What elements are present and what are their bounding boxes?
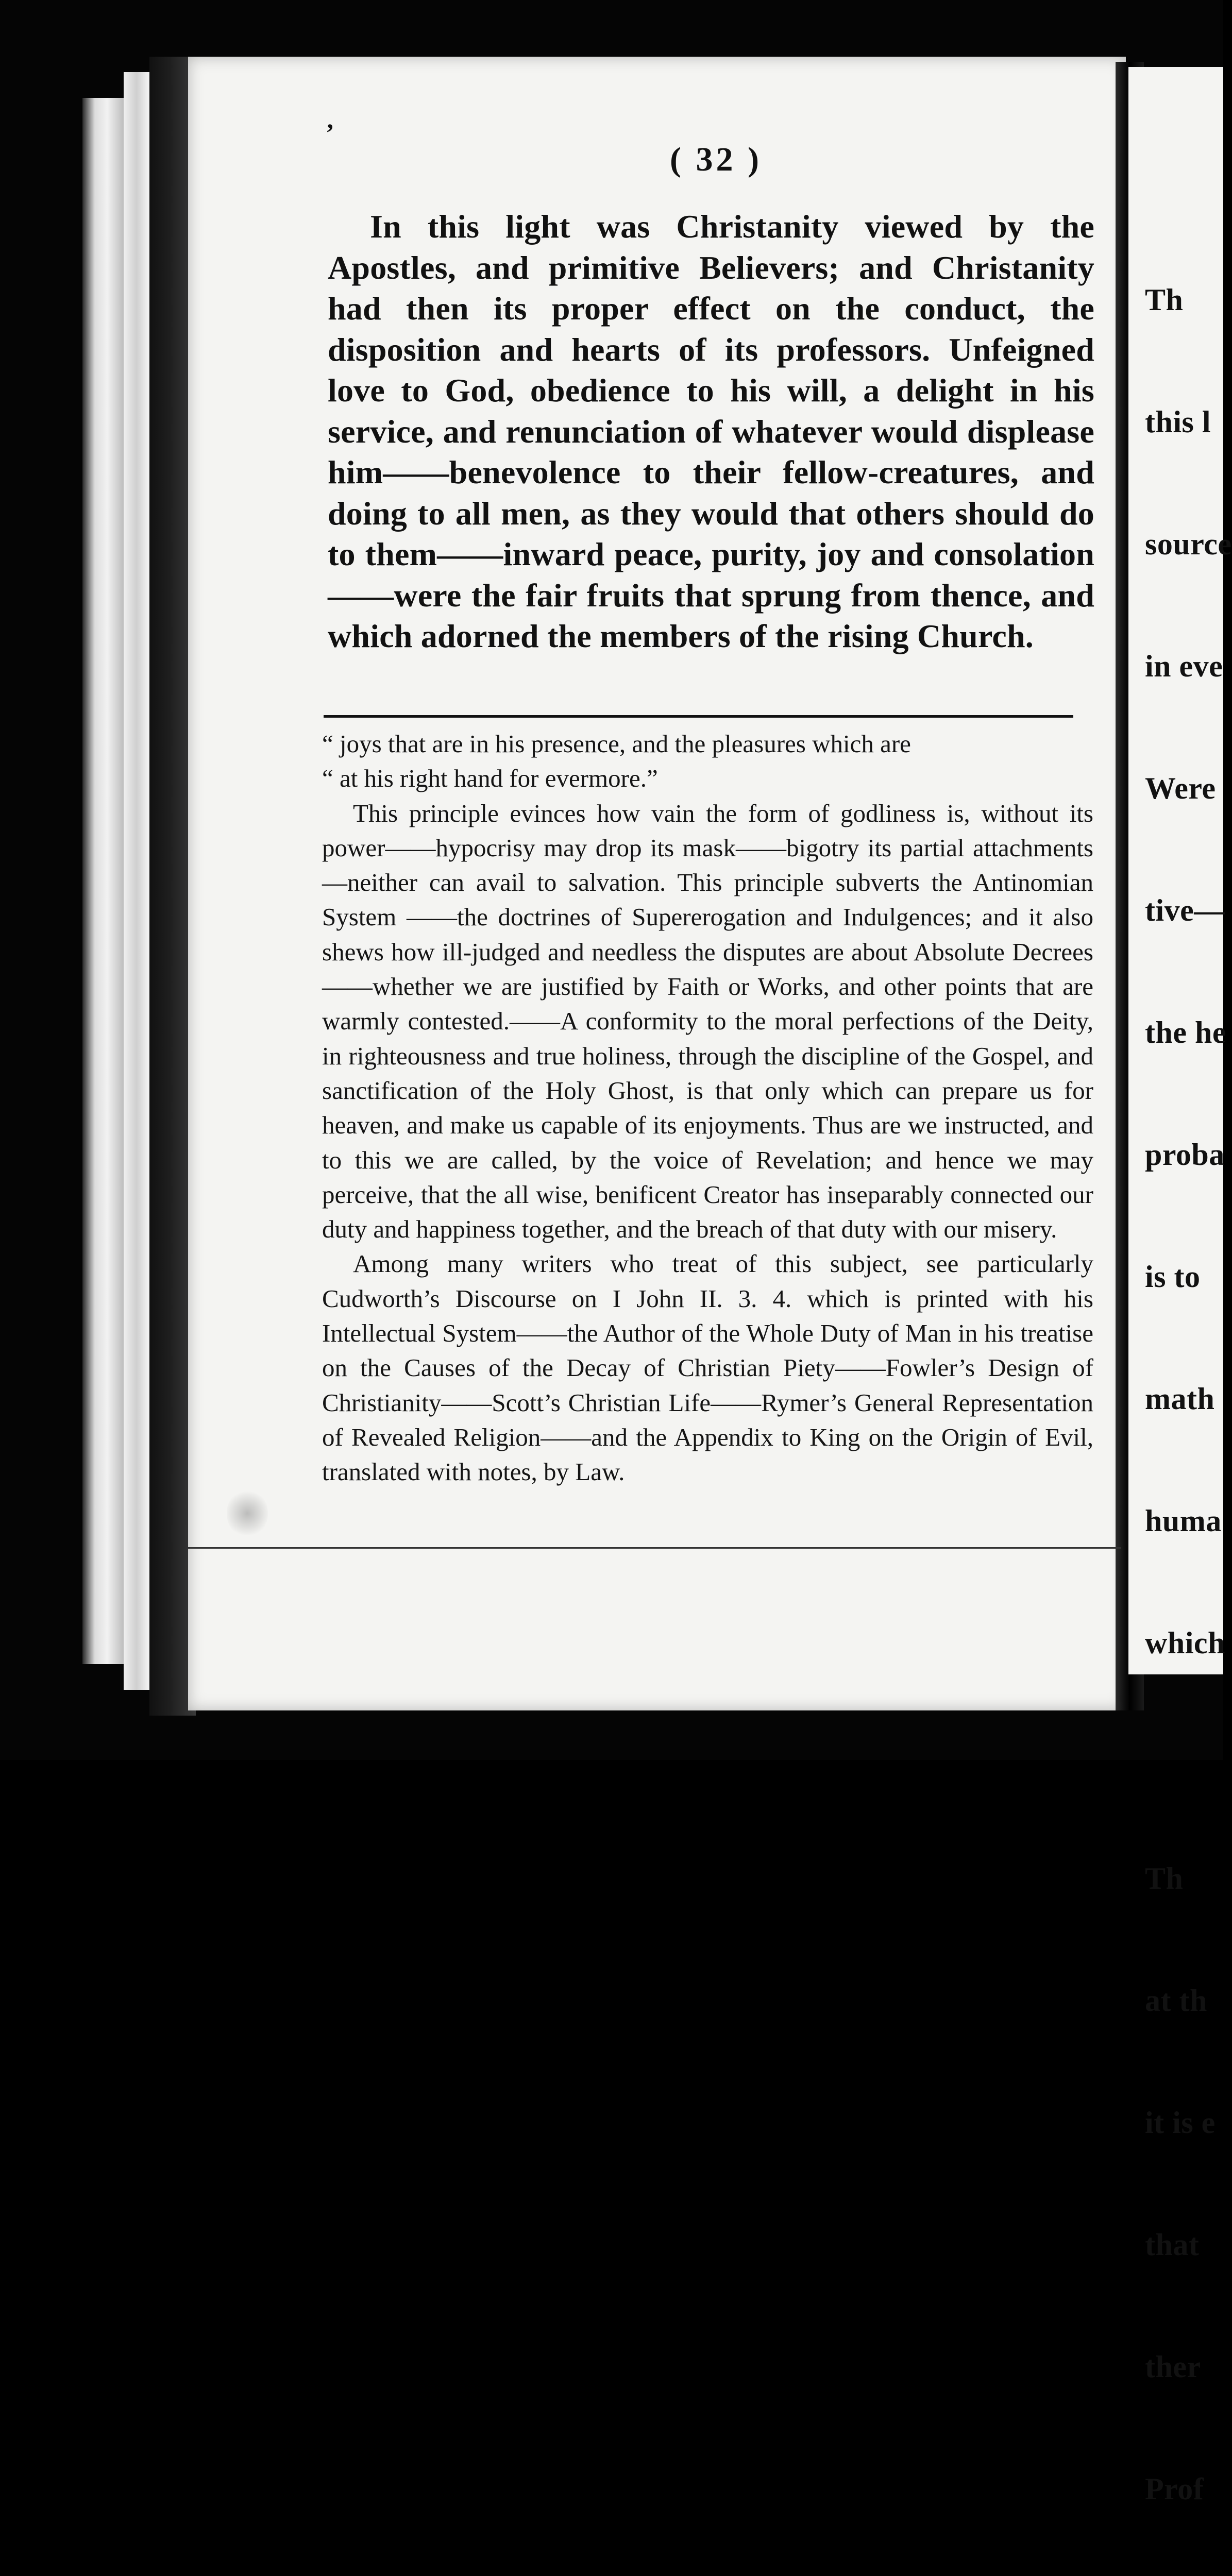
adjacent-line: is to (1145, 1260, 1201, 1294)
footnote-quote-line-1: “ joys that are in his presence, and the pleasures which are (322, 730, 911, 758)
adjacent-line: source (1145, 527, 1232, 561)
adjacent-line: that (1145, 2228, 1200, 2262)
adjacent-line: proba (1145, 1138, 1225, 1172)
adjacent-line: in eve (1145, 649, 1223, 683)
footnote-block (322, 726, 1093, 1489)
adjacent-line: which (1145, 1626, 1225, 1660)
adjacent-page-text (1145, 198, 1232, 2576)
footnote-rule (324, 715, 1073, 718)
adjacent-line: the he (1145, 1015, 1226, 1049)
footnote-paragraph-1: This principle evinces how vain the form of godliness is, without its power——hypocrisy may drop its mask——bigotry its partial attachments—neither can avail to salvation. This principle subverts the Antinomian System ——the doctrines of Supererogation and Indulgences; and it also shews how ill-judged and needless the disputes are about Absolute Decrees——whether we are justified by Faith or Works, and other points that are warmly contested.——A conformity to the moral perfections of the Deity, in righteousness and true holiness, through the discipline of the Gospel, and sanctification of the Holy Ghost, is that only which can prepare us for heaven, and make us capable of its enjoyments. Thus are we instructed, and to this we are called, by the voice of Revelation; and hence we may perceive, that the all wise, benificent Creator has inseparably connected our duty and happiness together, and the breach of that duty with our misery. (322, 799, 1093, 1244)
adjacent-line: Th (1145, 283, 1184, 317)
book-edge-left (82, 98, 124, 1664)
scan-artifact-line (188, 1547, 1121, 1549)
adjacent-gap (1145, 1745, 1223, 1777)
adjacent-line: Were (1145, 771, 1216, 805)
adjacent-line: ther (1145, 2350, 1201, 2384)
page-top-mark: ’ (326, 118, 334, 147)
adjacent-line: math (1145, 1382, 1215, 1416)
adjacent-line: huma (1145, 1504, 1222, 1538)
adjacent-line: tive— (1145, 893, 1225, 927)
page-number: ( 32 ) (670, 141, 762, 178)
adjacent-line: Prof (1145, 2472, 1204, 2506)
main-text-block (328, 206, 1094, 657)
scan-smudge (227, 1489, 268, 1538)
adjacent-line: Th (1145, 1861, 1184, 1895)
footnote-quote-line-2: “ at his right hand for evermore.” (322, 764, 658, 793)
adjacent-line: at th (1145, 1984, 1207, 2018)
adjacent-line: this l (1145, 405, 1211, 439)
book-edge-pages (124, 72, 149, 1690)
adjacent-line: it is e (1145, 2106, 1216, 2140)
footnote-paragraph-2: Among many writers who treat of this subject, see particularly Cudworth’s Discourse on I John II. 3. 4. which is printed with his Intellectual System——the Author of the Whole Duty of Man in his treatise on the Causes of the Decay of Christian Piety——Fowler’s Design of Christianity——Scott’s Christian Life——Rymer’s General Representation of Revealed Religion——and the Appendix to King on the Origin of Evil, translated with notes, by Law. (322, 1249, 1093, 1486)
main-paragraph: In this light was Christanity viewed by the Apostles, and primitive Believers; and Christanity had then its proper effect on the conduct, the disposition and hearts of its professors. Unfeigned love to God, obedience to his will, a delight in his service, and renunciation of whatever would displease him——benevolence to their fellow-creatures, and doing to all men, as they would that others should do to them——inward peace, purity, joy and consolation——were the fair fruits that sprung from thence, and which adorned the members of the rising Church. (328, 208, 1094, 654)
